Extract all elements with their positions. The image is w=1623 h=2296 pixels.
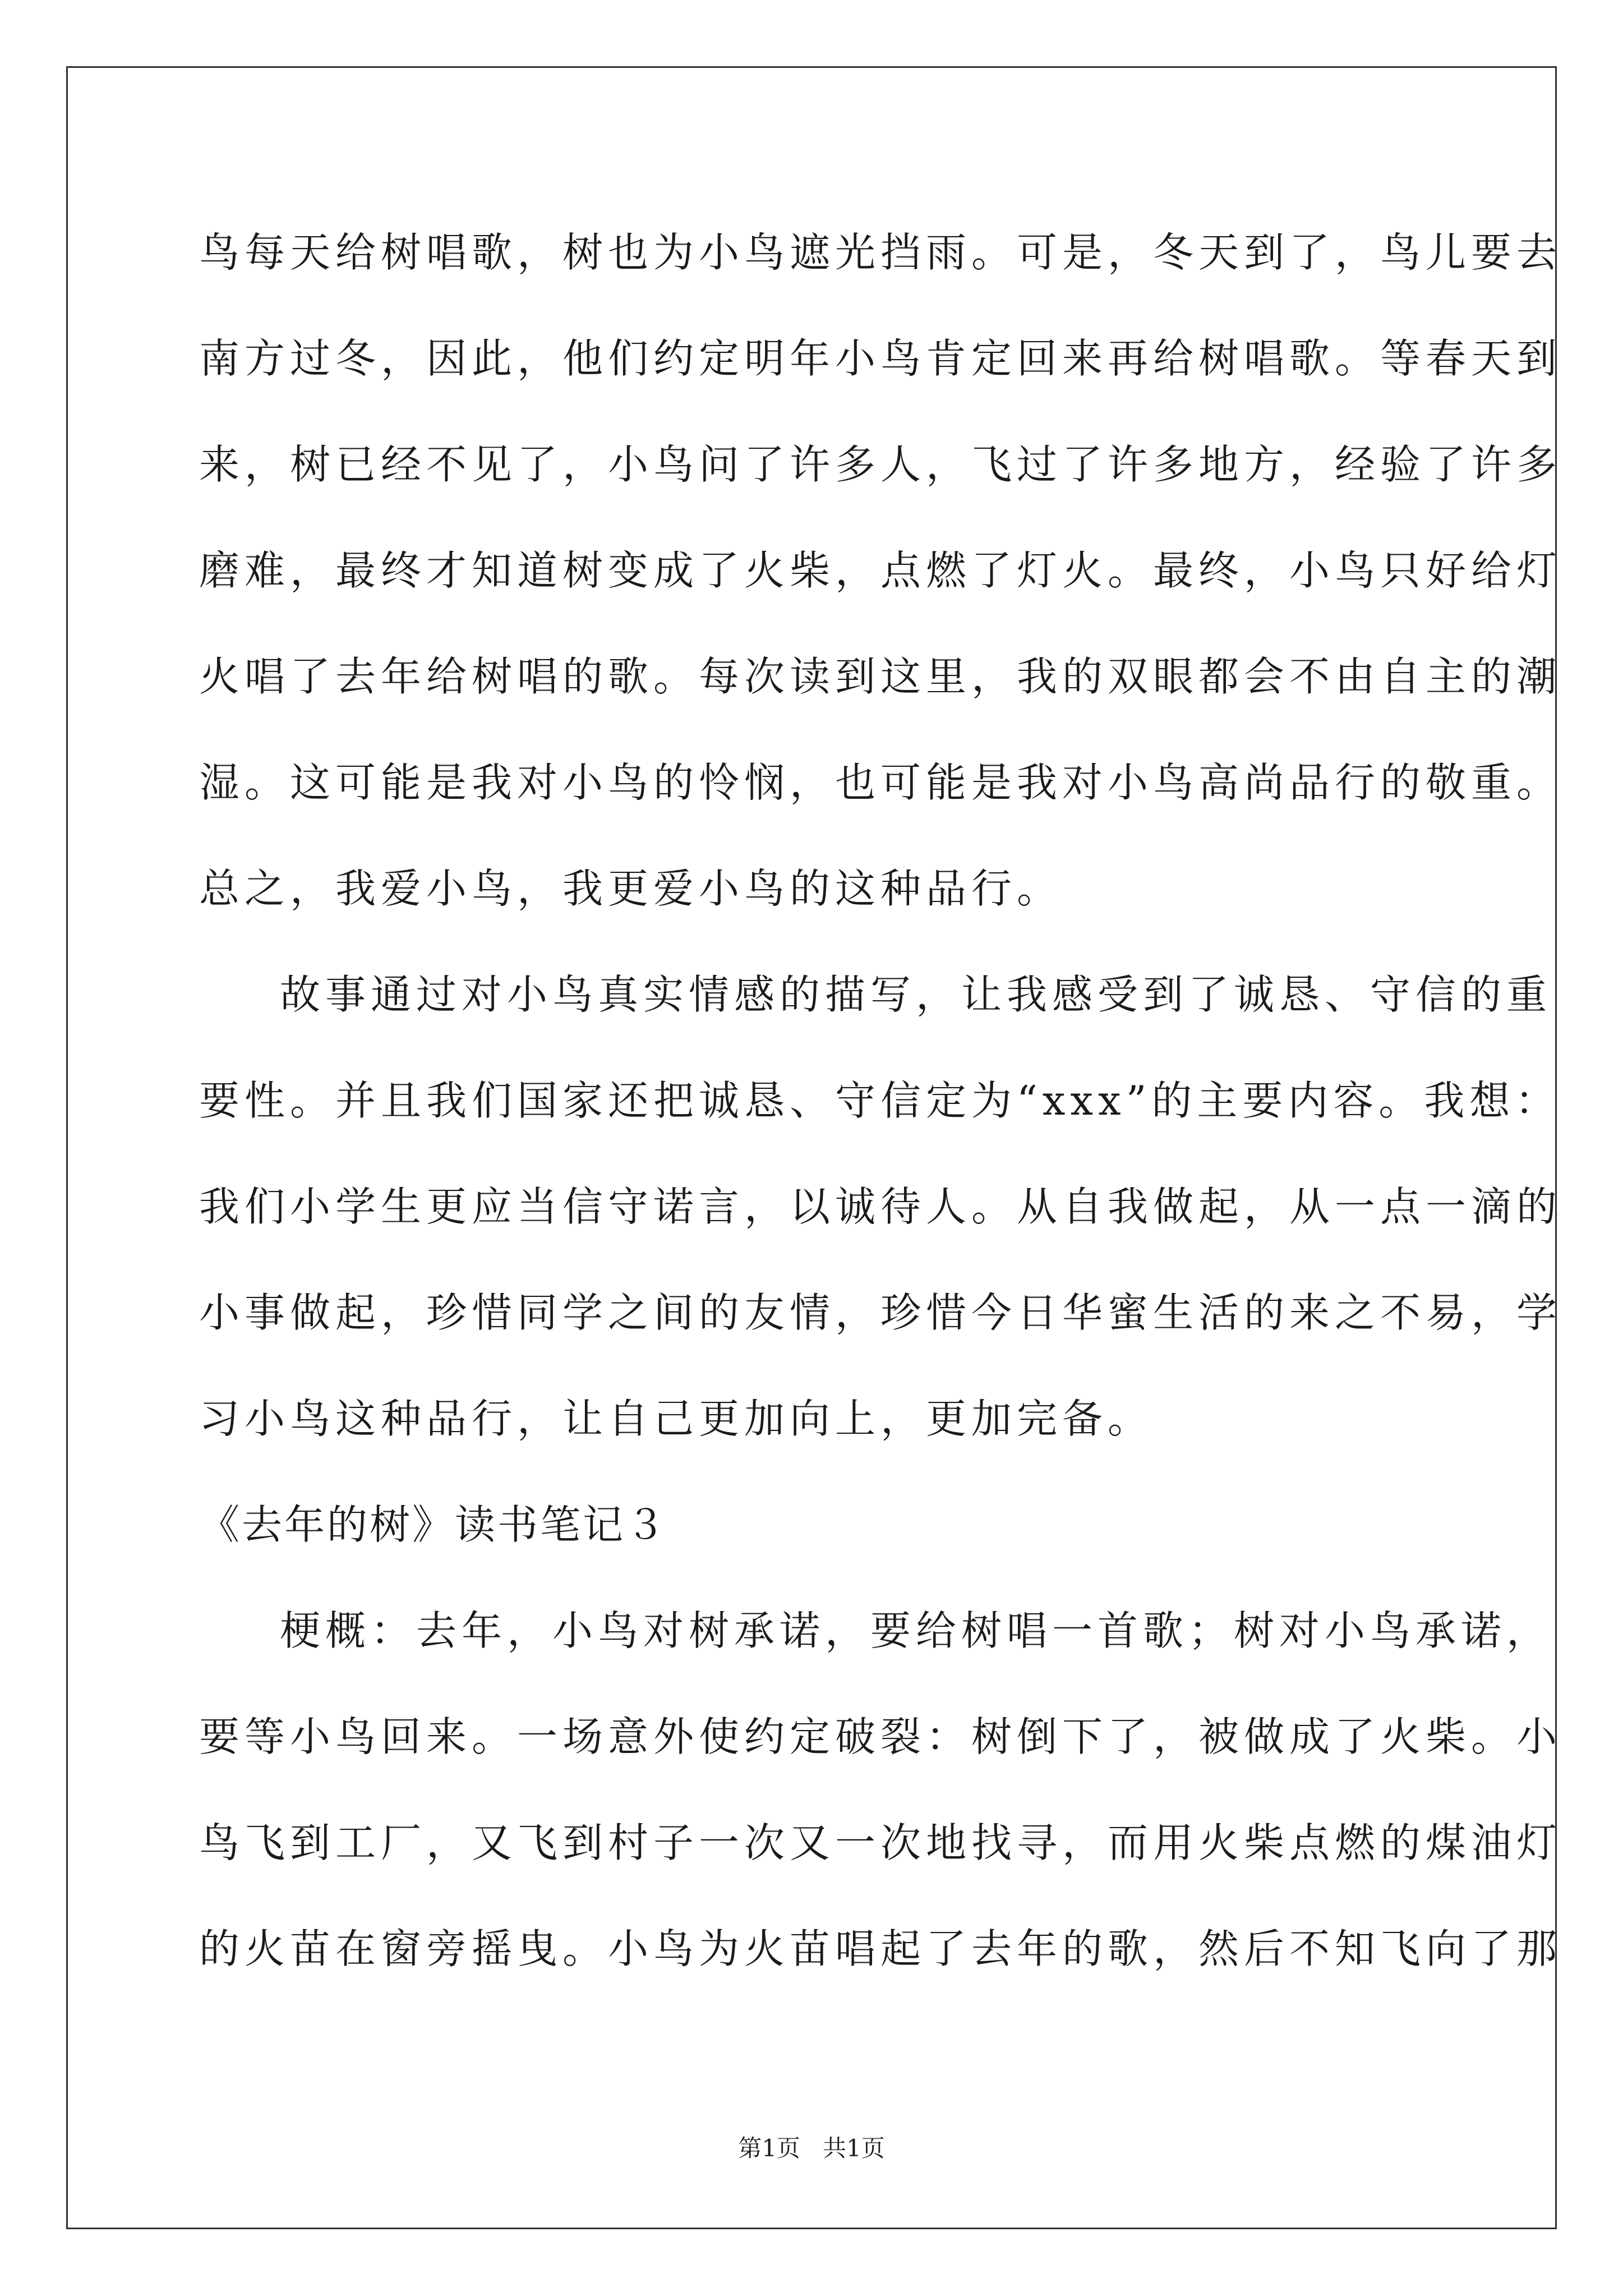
text-line: 总之，我爱小鸟，我更爱小鸟的这种品行。	[199, 865, 1063, 912]
text-line: 磨难，最终才知道树变成了火柴，点燃了灯火。最终，小鸟只好给灯	[199, 547, 1562, 594]
text-line: 小事做起，珍惜同学之间的友情，珍惜今日华蜜生活的来之不易，学	[199, 1289, 1562, 1336]
text-line: 的火苗在窗旁摇曳。小鸟为火苗唱起了去年的歌，然后不知飞向了那	[199, 1925, 1562, 1972]
text-line: 要性。并且我们国家还把诚恳、守信定为“xxx”的主要内容。我想：	[199, 1077, 1561, 1124]
text-line: 鸟飞到工厂，又飞到村子一次又一次地找寻，而用火柴点燃的煤油灯	[199, 1819, 1562, 1866]
page-number: 第1页	[738, 2134, 800, 2162]
text-line: 来，树已经不见了，小鸟问了许多人，飞过了许多地方，经验了许多	[199, 441, 1562, 488]
page-total: 共1页	[823, 2134, 885, 2162]
paragraph-start-line: 故事通过对小鸟真实情感的描写，让我感受到了诚恳、守信的重	[280, 971, 1552, 1018]
document-body	[199, 216, 1562, 2018]
text-line: 习小鸟这种品行，让自己更加向上，更加完备。	[199, 1395, 1154, 1442]
text-line: 湿。这可能是我对小鸟的怜悯，也可能是我对小鸟高尚品行的敬重。	[199, 759, 1562, 806]
page-footer	[0, 2132, 1623, 2165]
text-line: 火唱了去年给树唱的歌。每次读到这里，我的双眼都会不由自主的潮	[199, 653, 1562, 700]
text-line: 我们小学生更应当信守诺言，以诚待人。从自我做起，从一点一滴的	[199, 1183, 1562, 1230]
text-line: 南方过冬，因此，他们约定明年小鸟肯定回来再给树唱歌。等春天到	[199, 335, 1562, 382]
section-heading: 《去年的树》读书笔记３	[199, 1501, 668, 1548]
text-line: 要等小鸟回来。一场意外使约定破裂：树倒下了，被做成了火柴。小	[199, 1713, 1562, 1760]
text-line: 鸟每天给树唱歌，树也为小鸟遮光挡雨。可是，冬天到了，鸟儿要去	[199, 229, 1562, 276]
paragraph-start-line: 梗概：去年，小鸟对树承诺，要给树唱一首歌；树对小鸟承诺，	[280, 1607, 1552, 1654]
